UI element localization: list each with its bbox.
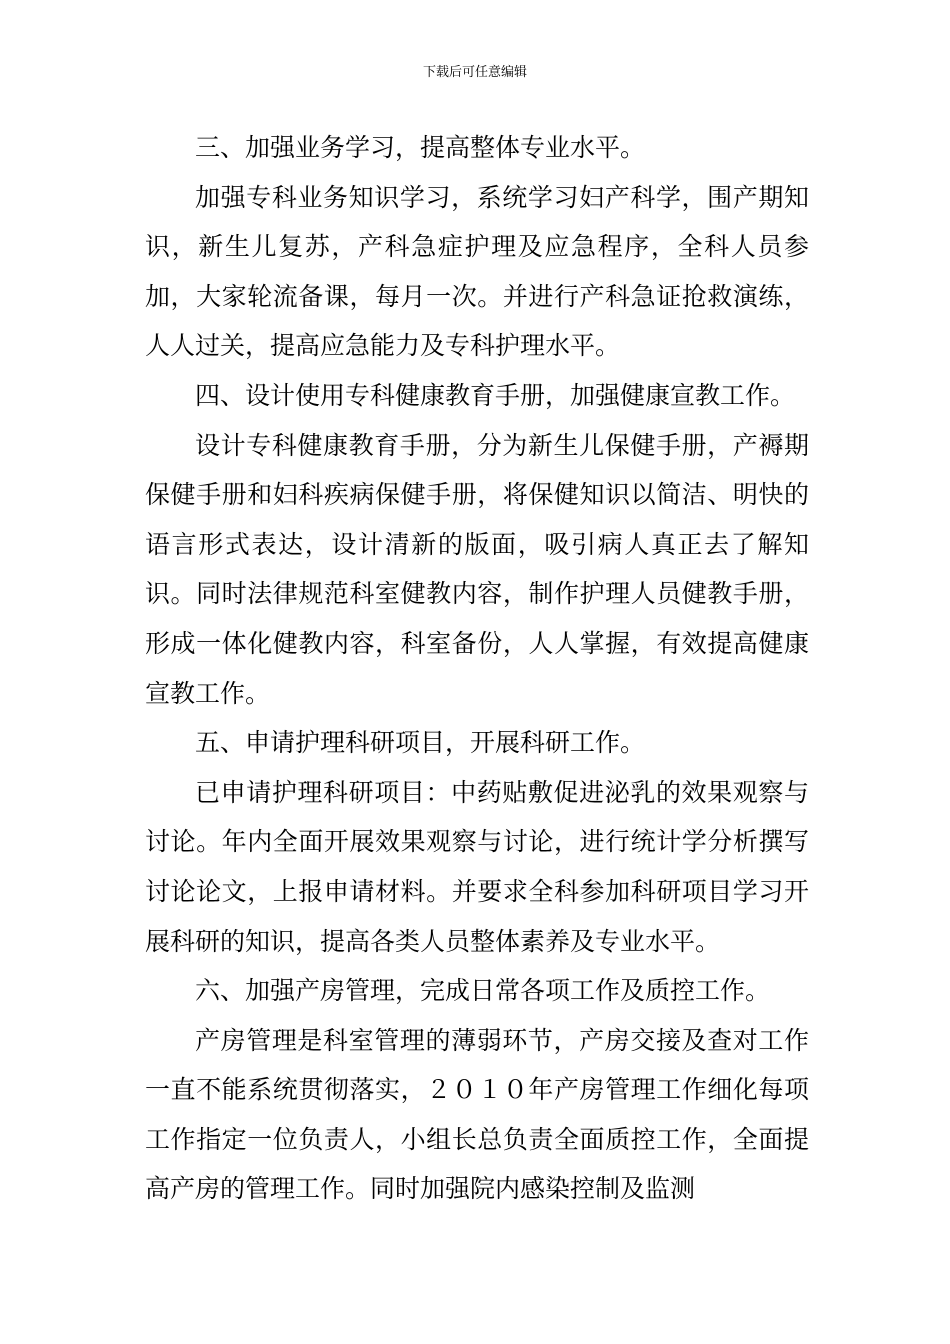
section-heading-5: 五、申请护理科研项目，开展科研工作。: [195, 728, 646, 758]
body-paragraph: 加强专科业务知识学习，系统学习妇产科学，围产期知识，新生儿复苏，产科急症护理及应急程序，全科人员参加，大家轮流备课，每月一次。并进行产科急证抢救演练，人人过关，提高应急能力及专科护理水平。: [145, 182, 809, 361]
body-paragraph: 已申请护理科研项目：中药贴敷促进泌乳的效果观察与讨论。年内全面开展效果观察与讨论，进行统计学分析撰写讨论论文，上报申请材料。并要求全科参加科研项目学习开展科研的知识，提高各类人员整体素养及专业水平。: [145, 777, 809, 956]
body-paragraph: 设计专科健康教育手册，分为新生儿保健手册，产褥期保健手册和妇科疾病保健手册，将保健知识以简洁、明快的语言形式表达，设计清新的版面，吸引病人真正去了解知识。同时法律规范科室健教内容，制作护理人员健教手册，形成一体化健教内容，科室备份，人人掌握，有效提高健康宣教工作。: [145, 430, 809, 708]
section-heading-4: 四、设计使用专科健康教育手册，加强健康宣教工作。: [195, 380, 796, 410]
section-heading-3: 三、加强业务学习，提高整体专业水平。: [195, 133, 646, 162]
body-paragraph: 产房管理是科室管理的薄弱环节，产房交接及查对工作一直不能系统贯彻落实，２０１０年产房管理工作细化每项工作指定一位负责人，小组长总负责全面质控工作，全面提高产房的管理工作。同时加强院内感染控制及监测: [145, 1025, 809, 1204]
section-heading-6: 六、加强产房管理，完成日常各项工作及质控工作。: [195, 976, 771, 1006]
page-header: 下载后可任意编辑: [422, 65, 527, 80]
document-body: [145, 123, 809, 1214]
